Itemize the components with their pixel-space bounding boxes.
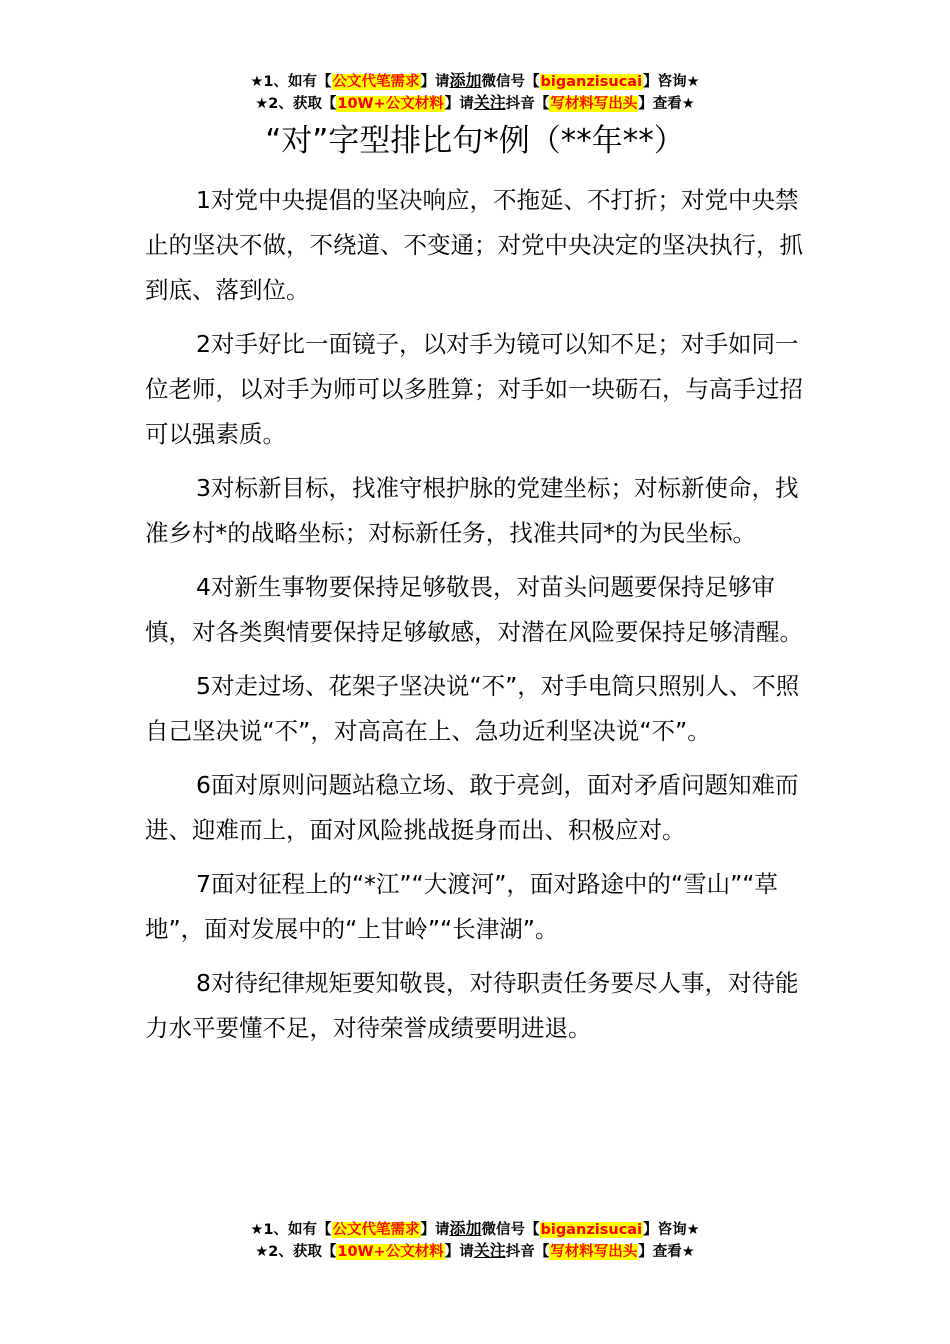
banner-text: 】请 xyxy=(444,1244,474,1260)
banner-text: 】请 xyxy=(420,74,450,90)
paragraph: 3对标新目标，找准守根护脉的党建坐标；对标新使命，找准乡村*的战略坐标；对标新任务，找准共同*的为民坐标。 xyxy=(145,474,799,547)
paragraph: 5对走过场、花架子坚决说“不”，对手电筒只照别人、不照自己坚决说“不”，对高高在上、急功近利坚决说“不”。 xyxy=(145,672,800,745)
banner-text: 微信号【 xyxy=(481,74,540,90)
banner-line-1 xyxy=(0,1218,950,1240)
document-body xyxy=(145,178,817,1060)
highlight-douyin-account: 写材料写出头 xyxy=(550,96,638,112)
banner-underlined: 添加 xyxy=(449,1219,482,1238)
highlight-materials: 10W+公文材料 xyxy=(337,96,444,112)
banner-text: 微信号【 xyxy=(481,1222,540,1238)
highlight-douyin-account: 写材料写出头 xyxy=(550,1244,638,1260)
bottom-banner xyxy=(0,1218,950,1262)
banner-line-2 xyxy=(0,92,950,114)
banner-text: 抖音【 xyxy=(505,1244,550,1260)
banner-text: 】咨询★ xyxy=(643,74,700,90)
paragraph: 2对手好比一面镜子，以对手为镜可以知不足；对手如同一位老师，以对手为师可以多胜算；对手如一块砺石，与高手过招可以强素质。 xyxy=(145,330,803,448)
banner-text: ★1、如有【 xyxy=(250,74,332,90)
top-banner xyxy=(0,70,950,114)
banner-text: ★2、获取【 xyxy=(255,96,337,112)
banner-text: 】查看★ xyxy=(638,96,695,112)
banner-text: 】咨询★ xyxy=(643,1222,700,1238)
banner-text: 抖音【 xyxy=(505,96,550,112)
paragraph: 6面对原则问题站稳立场、敢于亮剑，面对矛盾问题知难而进、迎难而上，面对风险挑战挺身而出、积极应对。 xyxy=(145,771,799,844)
banner-underlined: 关注 xyxy=(473,1241,506,1260)
highlight-ghostwriting: 公文代笔需求 xyxy=(332,1222,420,1238)
paragraph: 4对新生事物要保持足够敬畏，对苗头问题要保持足够审慎，对各类舆情要保持足够敏感，对潜在风险要保持足够清醒。 xyxy=(145,573,803,646)
banner-line-2 xyxy=(0,1240,950,1262)
highlight-ghostwriting: 公文代笔需求 xyxy=(332,74,420,90)
highlight-wechat-id: biganzisucai xyxy=(540,74,643,90)
highlight-materials: 10W+公文材料 xyxy=(337,1244,444,1260)
banner-underlined: 添加 xyxy=(449,71,482,90)
paragraph: 8对待纪律规矩要知敬畏，对待职责任务要尽人事，对待能力水平要懂不足，对待荣誉成绩要明进退。 xyxy=(145,969,799,1042)
paragraph: 7面对征程上的“*江”“大渡河”，面对路途中的“雪山”“草地”，面对发展中的“上甘岭”“长津湖”。 xyxy=(145,870,778,943)
banner-text: ★1、如有【 xyxy=(250,1222,332,1238)
banner-underlined: 关注 xyxy=(473,93,506,112)
banner-line-1 xyxy=(0,70,950,92)
banner-text: 】请 xyxy=(444,96,474,112)
banner-text: 】查看★ xyxy=(638,1244,695,1260)
banner-text: 】请 xyxy=(420,1222,450,1238)
paragraph: 1对党中央提倡的坚决响应，不拖延、不打折；对党中央禁止的坚决不做，不绕道、不变通；对党中央决定的坚决执行，抓到底、落到位。 xyxy=(145,186,803,304)
highlight-wechat-id: biganzisucai xyxy=(540,1222,643,1238)
banner-text: ★2、获取【 xyxy=(255,1244,337,1260)
document-title: “对”字型排比句*例（**年**） xyxy=(265,123,685,159)
